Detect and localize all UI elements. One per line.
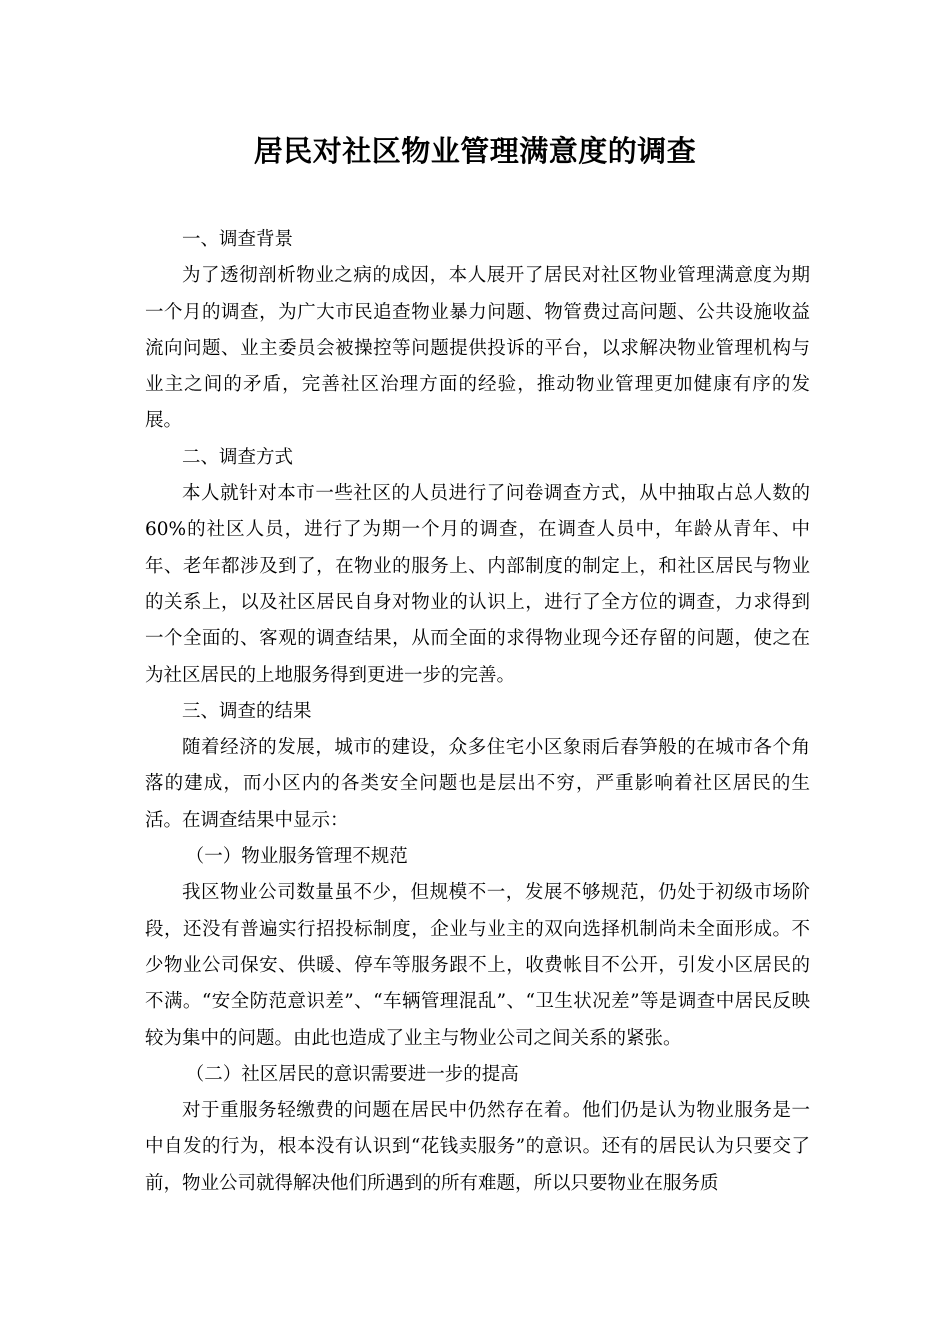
paragraph-method: 本人就针对本市一些社区的人员进行了问卷调查方式，从中抽取占总人数的 60%的社区人员，进行了为期一个月的调查，在调查人员中，年龄从青年、中年、老年都涉及到了，在物业的服务上、内部制度的制定上，和社区居民与物业的关系上，以及社区居民自身对物业的认识上，进行了全方位的调查，力求得到一个全面的、客观的调查结果，从而全面的求得物业现今还存留的问题，使之在为社区居民的上地服务得到更进一步的完善。 (145, 483, 810, 686)
document-body (145, 222, 810, 1202)
section-heading-results: 三、调查的结果 (182, 700, 312, 722)
paragraph-background: 为了透彻剖析物业之病的成因，本人展开了居民对社区物业管理满意度为期一个月的调查，为广大市民追查物业暴力问题、物管费过高问题、公共设施收益流向问题、业主委员会被操控等问题提供投诉的平台，以求解决物业管理机构与业主之间的矛盾，完善社区治理方面的经验，推动物业管理更加健康有序的发展。 (145, 265, 810, 432)
subheading-resident-awareness: （二）社区居民的意识需要进一步的提高 (185, 1063, 519, 1085)
subheading-service-management: （一）物业服务管理不规范 (185, 846, 408, 868)
paragraph-resident-awareness: 对于重服务轻缴费的问题在居民中仍然存在着。他们仍是认为物业服务是一中自发的行为，根本没有认识到“花钱卖服务”的意识。还有的居民认为只要交了前，物业公司就得解决他们所遇到的所有难题，所以只要物业在服务质 (145, 1100, 810, 1194)
paragraph-service-management: 我区物业公司数量虽不少，但规模不一，发展不够规范，仍处于初级市场阶段，还没有普遍实行招投标制度，企业与业主的双向选择机制尚未全面形成。不少物业公司保安、供暖、停车等服务跟不上，收费帐目不公开，引发小区居民的不满。“安全防范意识差”、“车辆管理混乱”、“卫生状况差”等是调查中居民反映较为集中的问题。由此也造成了业主与物业公司之间关系的紧张。 (145, 882, 810, 1049)
document-title: 居民对社区物业管理满意度的调查 (253, 134, 697, 168)
section-heading-method: 二、调查方式 (182, 446, 294, 468)
paragraph-results-intro: 随着经济的发展，城市的建设，众多住宅小区象雨后春笋般的在城市各个角落的建成，而小区内的各类安全问题也是层出不穷，严重影响着社区居民的生活。在调查结果中显示： (145, 737, 810, 831)
section-heading-background: 一、调查背景 (182, 229, 294, 250)
